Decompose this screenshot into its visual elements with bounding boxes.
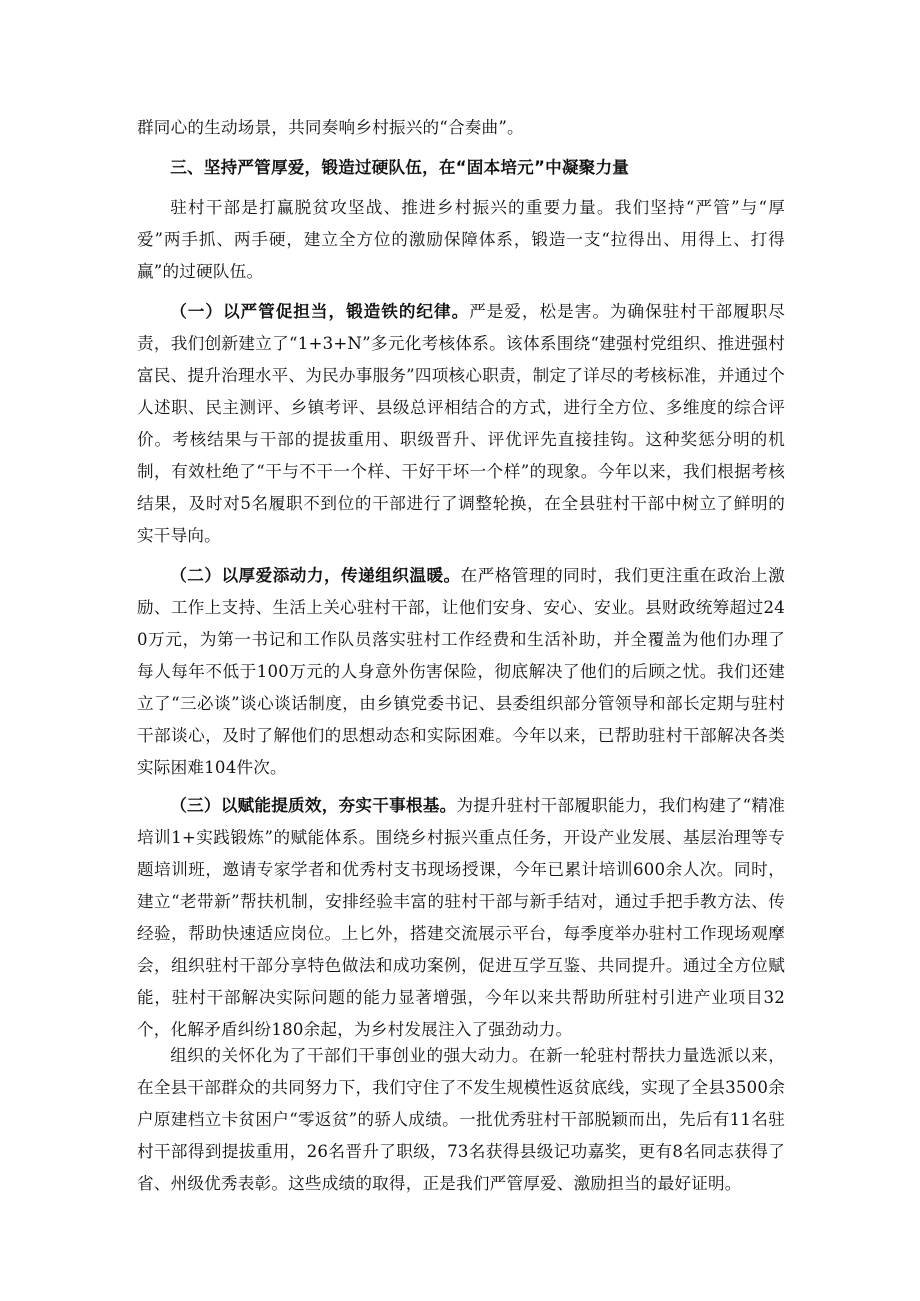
paragraph-results [137, 1040, 785, 1200]
paragraph-care [137, 560, 785, 784]
paragraph-text: 为提升驻村干部履职能力，我们构建了“精准培训1+实践锻炼”的赋能体系。围绕乡村振兴重点任务，开设产业发展、基层治理等专题培训班，邀请专家学者和优秀村支书现场授课，今年已累计培训600余人次。同时，建立“老带新”帮扶机制，安排经验丰富的驻村干部与新手结对，通过手把手教方法、传经验，帮助快速适应岗位。上匕外，搭建交流展示平台，每季度举办驻村工作现场观摩会，组织驻村干部分享特色做法和成功案例，促进互学互鉴、共同提升。通过全方位赋能，驻村干部解决实际问题的能力显著增强，今年以来共帮助所驻村引进产业项目32个，化解矛盾纠纷180余起，为乡村发展注入了强劲动力。 [137, 796, 786, 1039]
paragraph-continuation [137, 112, 785, 144]
section-heading [137, 152, 785, 184]
paragraph-text: 在严格管理的同时，我们更注重在政治上激励、工作上支持、生活上关心驻村干部，让他们安身、安心、安业。县财政统筹超过240万元，为第一书记和工作队员落实驻村工作经费和生活补助，并全覆盖为他们办理了每人每年不低于100万元的人身意外伤害保险，彻底解决了他们的后顾之忧。我们还建立了“三必谈”谈心谈话制度，由乡镇党委书记、县委组织部分管领导和部长定期与驻村干部谈心，及时了解他们的思想动态和实际困难。今年以来，已帮助驻村干部解决各类实际困难104件次。 [137, 566, 785, 777]
paragraph-lead: （三）以赋能提质效，夯实干事根基。 [170, 796, 457, 815]
paragraph-lead: （二）以厚爱添动力，传递组织温暖。 [170, 566, 461, 585]
paragraph-strict-management [137, 296, 785, 552]
paragraph-intro [137, 192, 785, 288]
paragraph-text: 组织的关怀化为了干部们干事创业的强大动力。在新一轮驻村帮扶力量选派以来，在全县干部群众的共同努力下，我们守住了不发生规模性返贫底线，实现了全县3500余户原建档立卡贫困户“零返贫”的骄人成绩。一批优秀驻村干部脱颖而出，先后有11名驻村干部得到提拔重用，26名晋升了职级，73名获得县级记功嘉奖，更有8名同志获得了省、州级优秀表彰。这些成绩的取得，正是我们严管厚爱、激励担当的最好证明。 [137, 1046, 785, 1193]
paragraph-text: 严是爱，松是害。为确保驻村干部履职尽责，我们创新建立了“1+3+N”多元化考核体系。该体系围绕“建强村党组织、推进强村富民、提升治理水平、为民办事服务”四项核心职责，制定了详尽的考核标准，并通过个人述职、民主测评、乡镇考评、县级总评相结合的方式，进行全方位、多维度的综合评价。考核结果与干部的提拔重用、职级晋升、评优评先直接挂钩。这种奖惩分明的机制，有效杜绝了“干与不干一个样、干好干坏一个样”的现象。今年以来，我们根据考核结果，及时对5名履职不到位的干部进行了调整轮换，在全县驻村干部中树立了鲜明的实干导向。 [137, 302, 785, 545]
paragraph-lead: （一）以严管促担当，锻造铁的纪律。 [170, 302, 470, 321]
paragraph-text: 驻村干部是打赢脱贫攻坚战、推进乡村振兴的重要力量。我们坚持“严管”与“厚爱”两手抓、两手硬，建立全方位的激励保障体系，锻造一支“拉得出、用得上、打得赢”的过硬队伍。 [137, 198, 785, 281]
paragraph-empowerment [137, 790, 785, 1046]
paragraph-text: 群同心的生动场景，共同奏响乡村振兴的“合奏曲”。 [137, 118, 524, 137]
section-heading-text: 三、坚持严管厚爱，锻造过硬队伍，在“固本培元”中凝聚力量 [170, 158, 630, 177]
